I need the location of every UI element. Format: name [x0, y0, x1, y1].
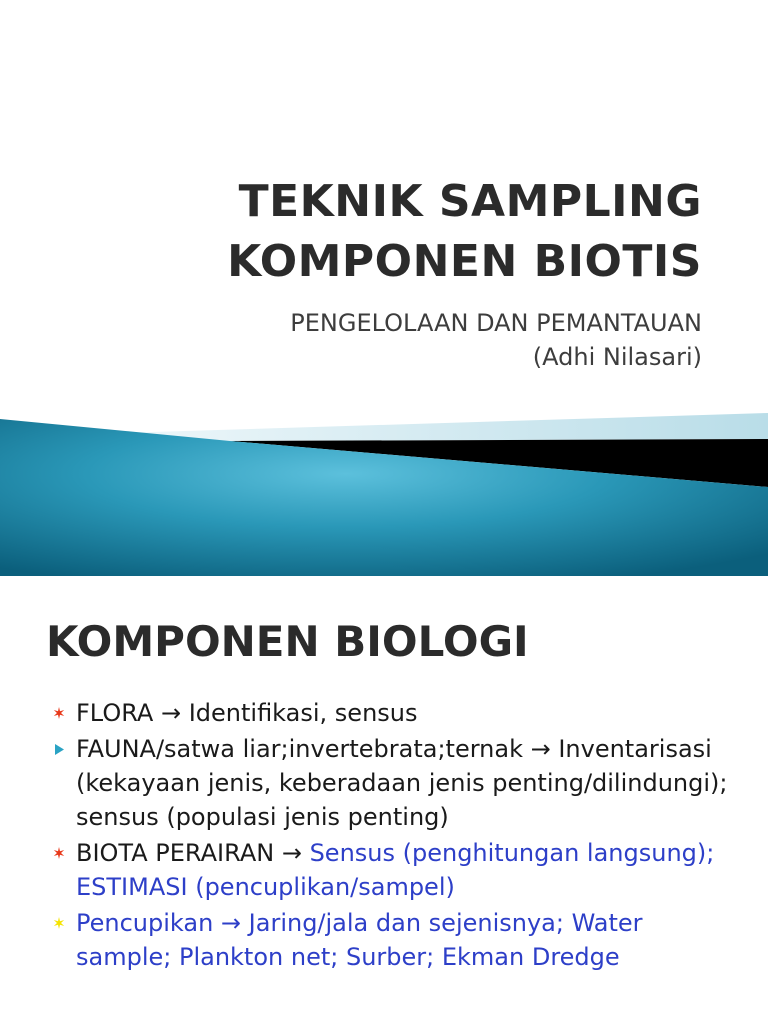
- slide-heading: KOMPONEN BIOLOGI: [46, 617, 529, 666]
- bullet-text: BIOTA PERAIRAN →: [76, 839, 310, 867]
- list-item: [46, 696, 736, 730]
- band-light-stripe: [120, 413, 768, 441]
- bullet-text: FLORA → Identifikasi, sensus: [76, 699, 418, 727]
- teal-triangle-icon: [50, 732, 68, 766]
- bullet-text: FAUNA/satwa liar;invertebrata;ternak → Inventarisasi (kekayaan jenis, keberadaan jenis penting/dilindungi); sensus (populasi jenis penting): [76, 735, 728, 831]
- bullet-accent-text: Sensus (penghitungan langsung); ESTIMASI (pencuplikan/sampel): [76, 839, 715, 901]
- subtitle-line-2: (Adhi Nilasari): [532, 343, 702, 371]
- slide-subtitle: [22, 306, 702, 374]
- decorative-band: [0, 405, 768, 576]
- bullet-text: Pencupikan → Jaring/jala dan sejenisnya; Water sample; Plankton net; Surber; Ekman Dredge: [76, 909, 643, 971]
- title-line-1: TEKNIK SAMPLING: [238, 176, 702, 227]
- subtitle-line-1: PENGELOLAAN DAN PEMANTAUAN: [290, 309, 702, 337]
- slide-title: [22, 172, 702, 292]
- list-item: [46, 836, 736, 904]
- red-star-icon: [50, 696, 68, 730]
- list-item: [46, 906, 736, 974]
- yellow-star-icon: [50, 906, 68, 940]
- content-slide: [0, 576, 768, 1024]
- title-line-2: KOMPONEN BIOTIS: [227, 236, 702, 287]
- list-item: [46, 732, 736, 834]
- red-star-icon: [50, 836, 68, 870]
- bullet-list: [46, 696, 736, 976]
